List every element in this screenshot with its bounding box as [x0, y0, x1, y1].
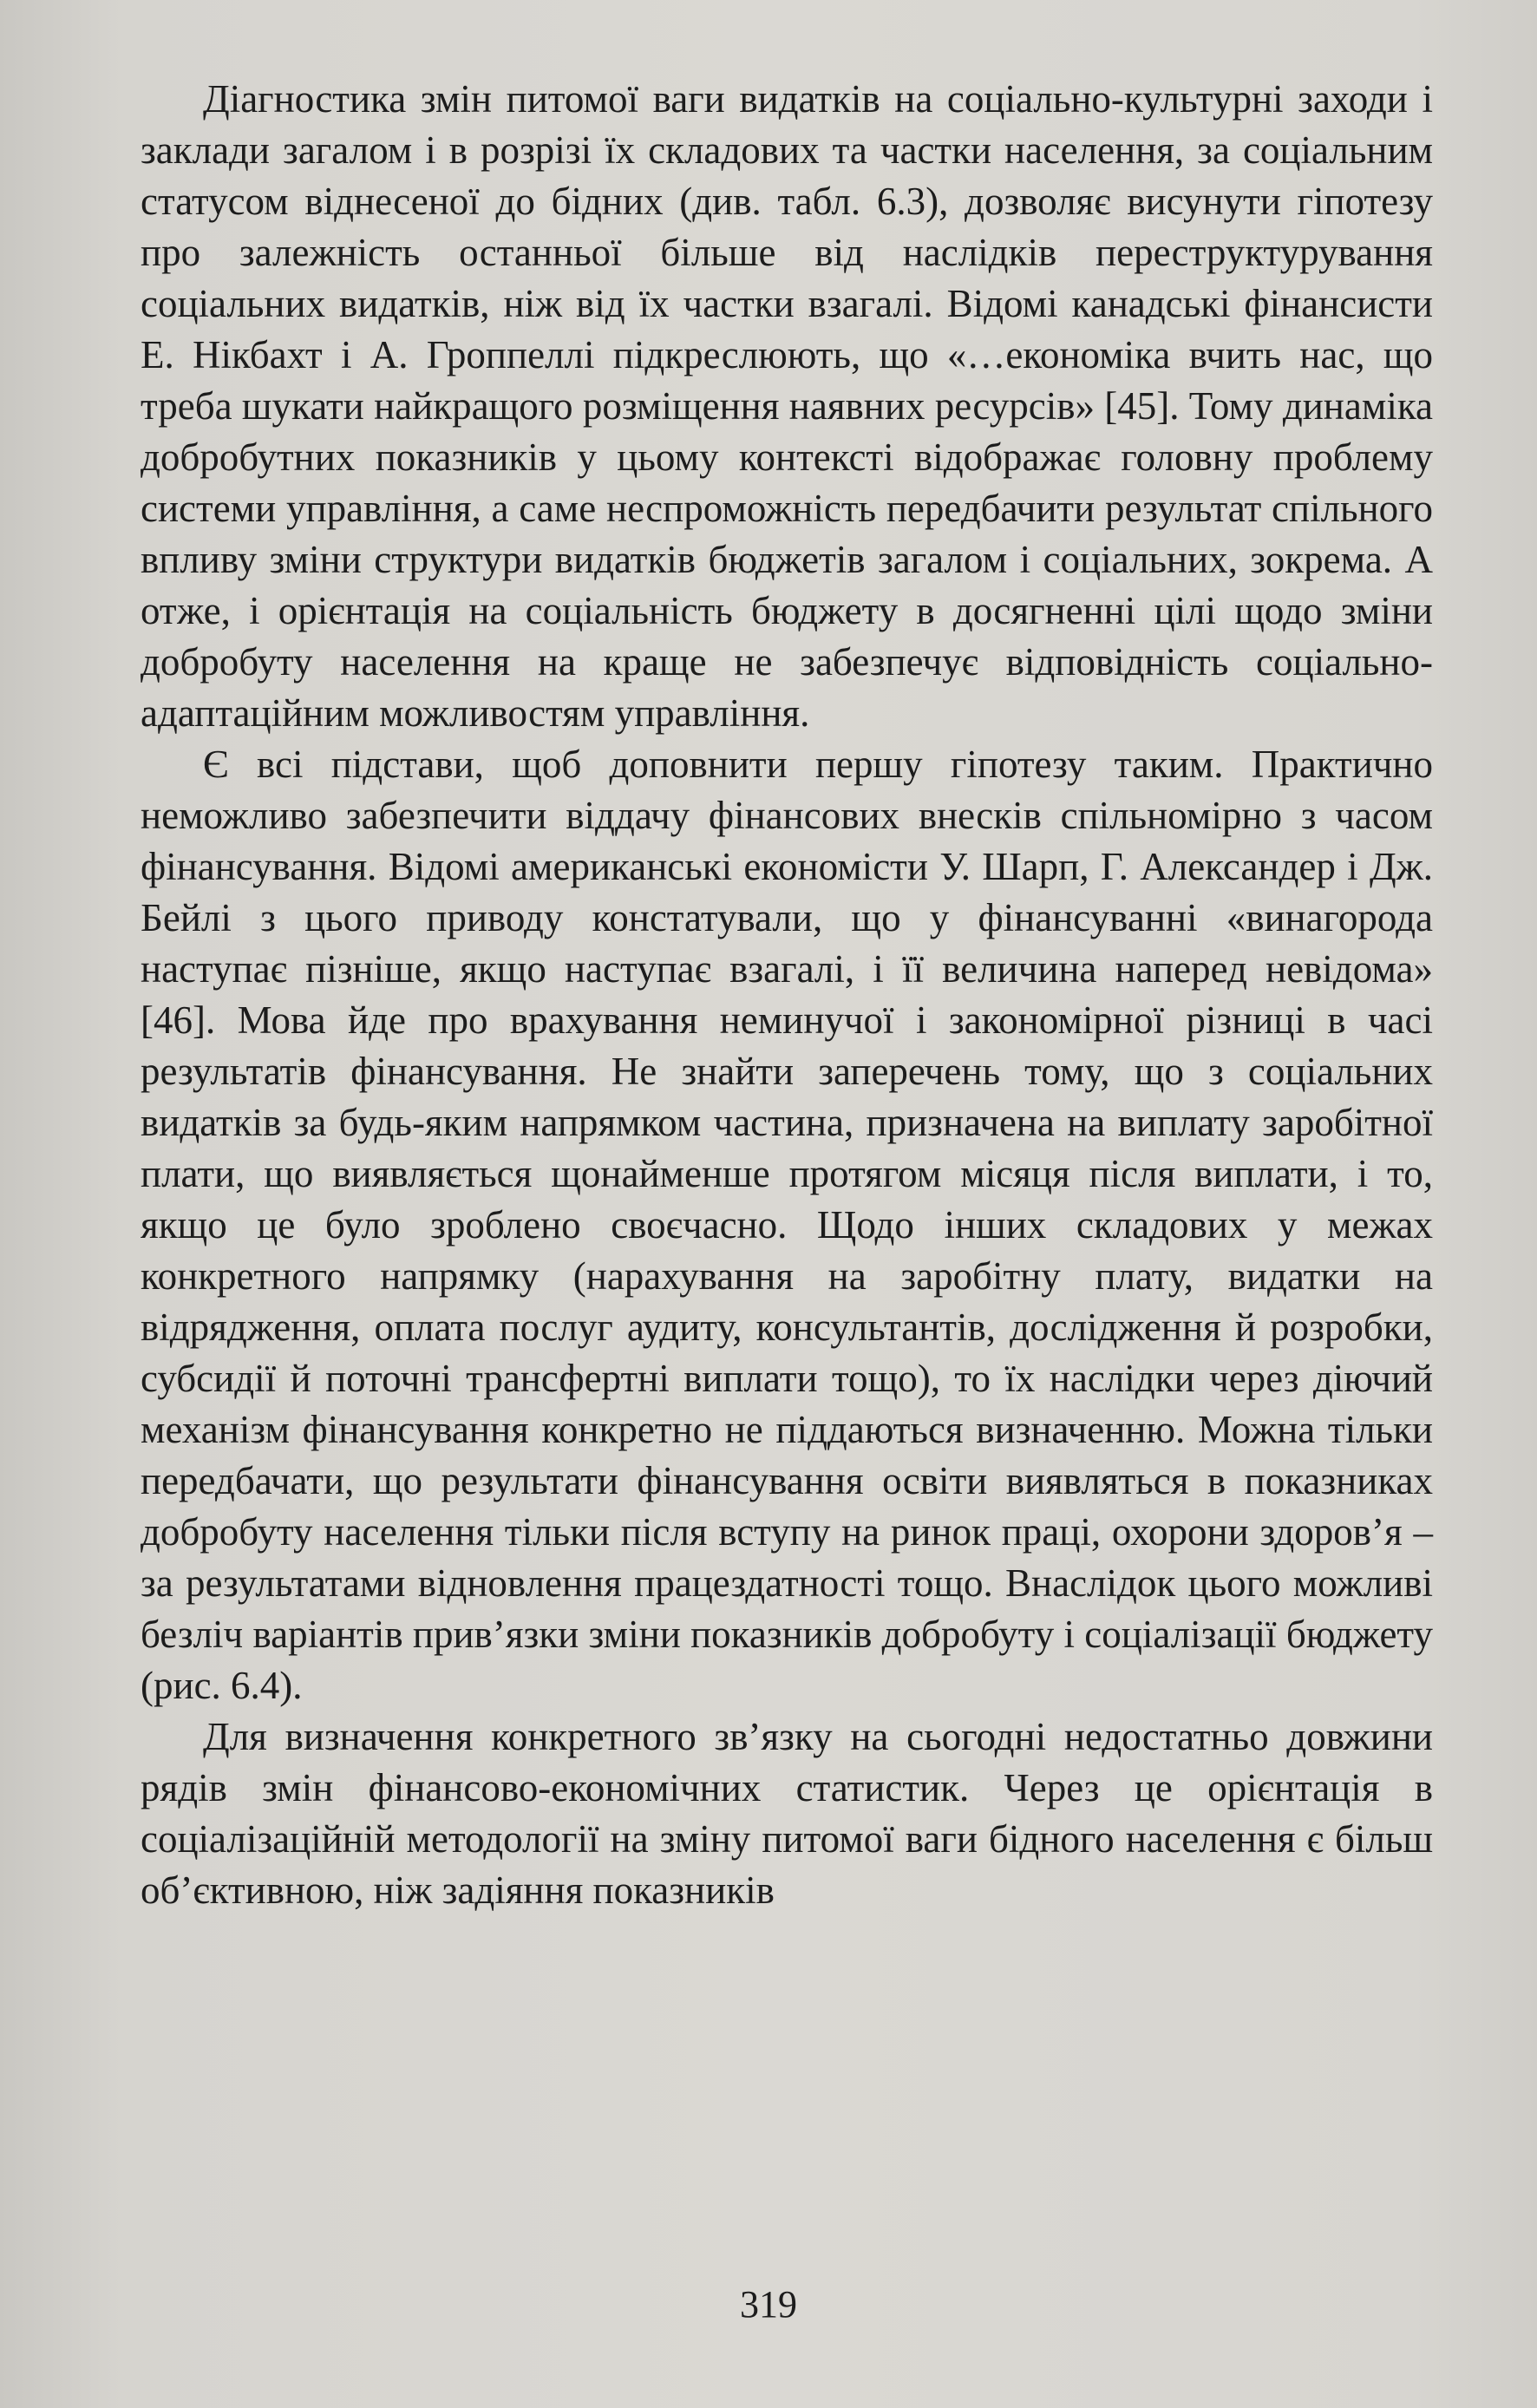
- page-number: 319: [740, 2283, 797, 2326]
- paragraph-diagnostics: Діагностика змін питомої ваги видатків на соціально-культурні заходи і заклади загалом і в розрізі їх складових та частки населення, за соціальним статусом віднесеної до бідних (див. табл. 6.3), дозволяє висунути гіпотезу про залежність останньої більше від наслідків переструктурування соціальних видатків, ніж від їх частки взагалі. Відомі канадські фінансисти Е. Нікбахт і А. Гроппеллі підкреслюють, що «…економіка вчить нас, що треба шукати найкращого розміщення наявних ресурсів» [45]. Тому динаміка добробутних показників у цьому контексті відображає головну проблему системи управління, а саме неспроможність передбачити результат спільного впливу зміни структури видатків бюджетів загалом і соціальних, зокрема. А отже, і орієнтація на соціальність бюджету в досягненні цілі щодо зміни добробуту населення на краще не забезпечує відповідність соціально-адаптаційним можливостям управління.: [141, 77, 1433, 735]
- paragraph-second-hypothesis: Є всі підстави, щоб доповнити першу гіпотезу таким. Практично неможливо забезпечити віддачу фінансових внесків спільномірно з часом фінансування. Відомі американські економісти У. Шарп, Г. Александер і Дж. Бейлі з цього приводу констатували, що у фінансуванні «винагорода наступає пізніше, якщо наступає взагалі, і її величина наперед невідома» [46]. Мова йде про врахування неминучої і закономірної різниці в часі результатів фінансування. Не знайти заперечень тому, що з соціальних видатків за будь-яким напрямком частина, призначена на виплату заробітної плати, що виявляється щонайменше протягом місяця після виплати, і то, якщо це було зроблено своєчасно. Щодо інших складових у межах конкретного напрямку (нарахування на заробітну плату, видатки на відрядження, оплата послуг аудиту, консультантів, дослідження й розробки, субсидії й поточні трансфертні виплати тощо), то їх наслідки через діючий механізм фінансування конкретно не піддаються визначенню. Можна тільки передбачати, що результати фінансування освіти виявляться в показниках добробуту населення тільки після вступу на ринок праці, охорони здоров’я – за результатами відновлення працездатності тощо. Внаслідок цього можливі безліч варіантів прив’язки зміни показників добробуту і соціалізації бюджету (рис. 6.4).: [141, 743, 1433, 1707]
- paragraph-determination: Для визначення конкретного зв’язку на сьогодні недостатньо довжини рядів змін фінансово-економічних статистик. Через це орієнтація в соціалізаційній методології на зміну питомої ваги бідного населення є більш об’єктивною, ніж задіяння показників: [141, 1715, 1433, 1912]
- body-text: [141, 74, 1433, 1916]
